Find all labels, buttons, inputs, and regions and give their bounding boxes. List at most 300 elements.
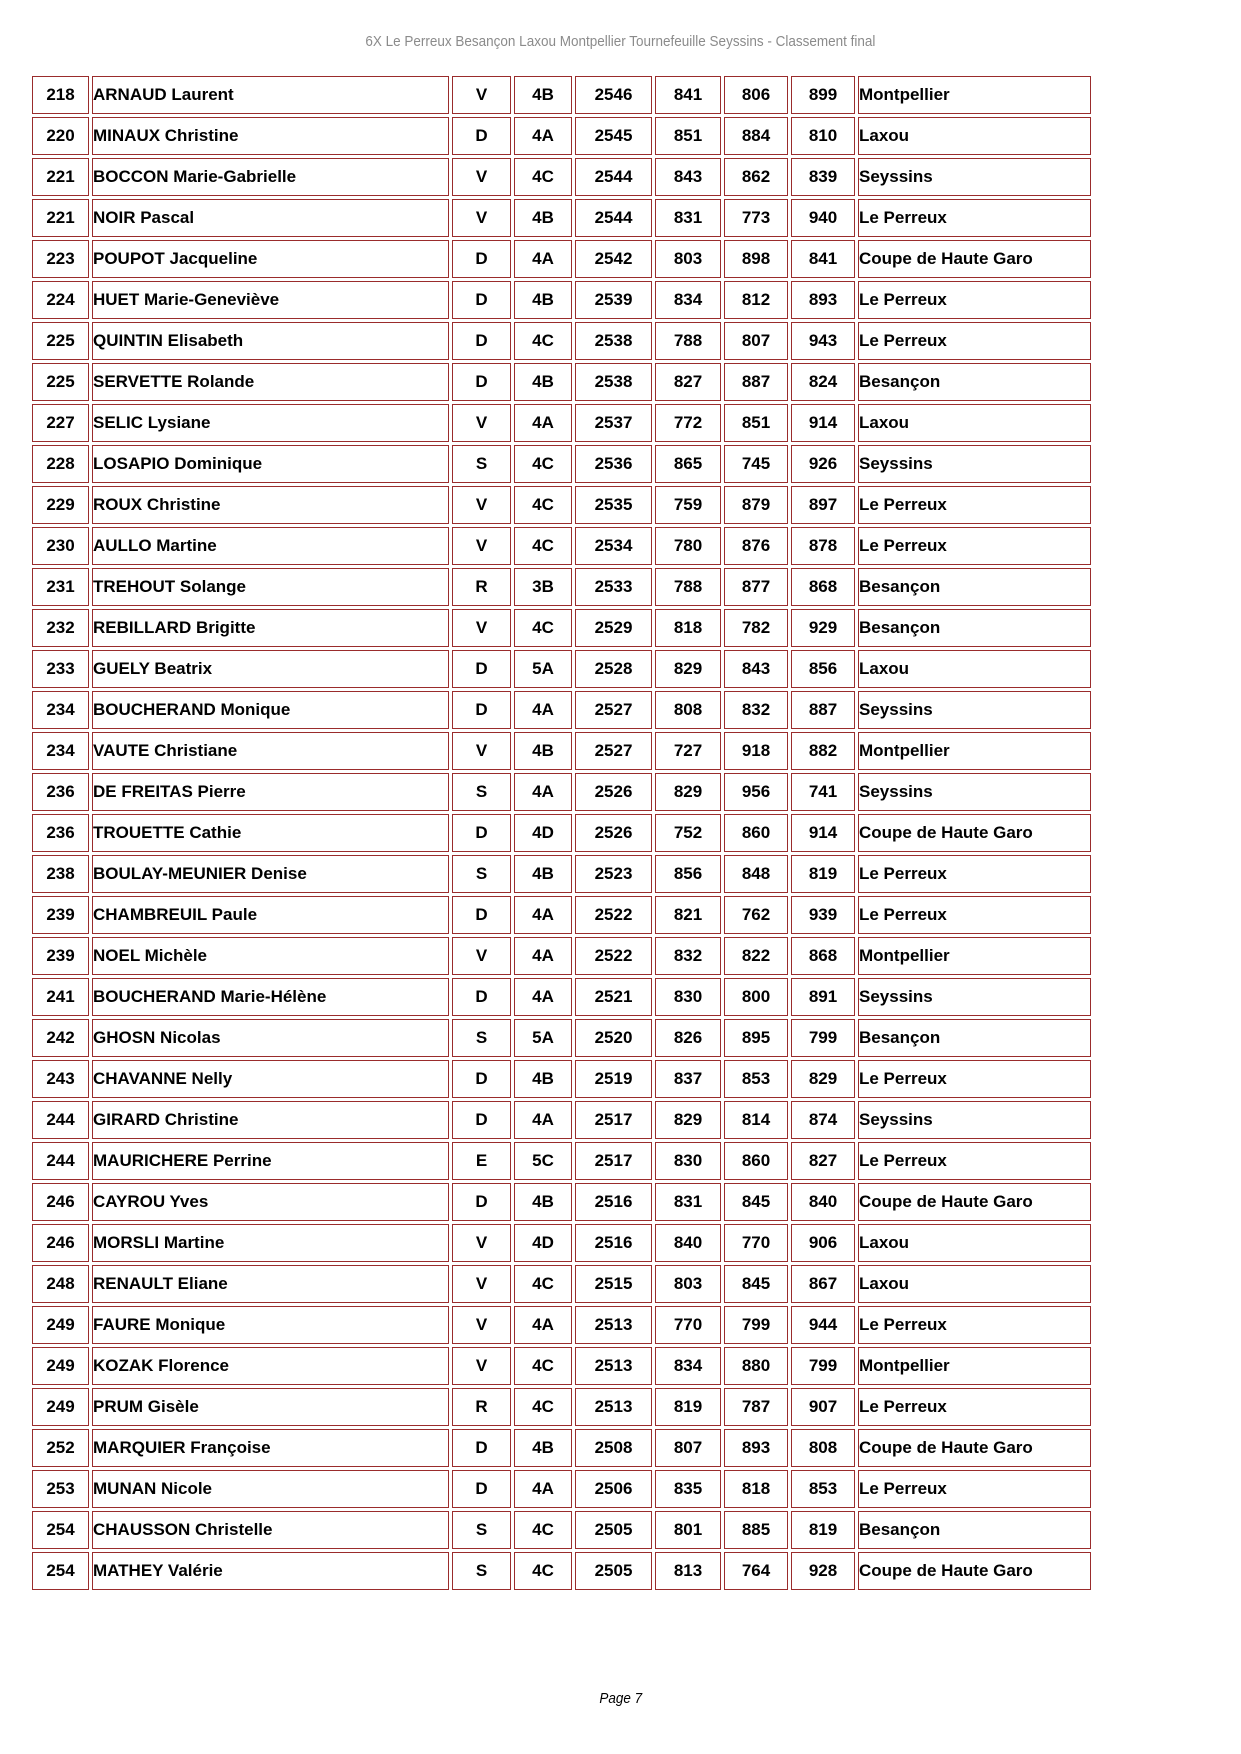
cell-score3: 868 [791,937,855,975]
cell-name: CAYROU Yves [92,1183,449,1221]
table-row [32,855,1091,893]
cell-score2: 770 [724,1224,788,1262]
cell-total: 2526 [575,773,652,811]
cell-score3: 940 [791,199,855,237]
cell-club: Laxou [858,404,1091,442]
cell-score1: 834 [655,281,721,319]
cell-total: 2528 [575,650,652,688]
cell-rank: 253 [32,1470,89,1508]
cell-score2: 787 [724,1388,788,1426]
cell-rank: 249 [32,1306,89,1344]
cell-total: 2513 [575,1388,652,1426]
cell-rank: 238 [32,855,89,893]
table-row [32,445,1091,483]
cell-name: FAURE Monique [92,1306,449,1344]
cell-score3: 827 [791,1142,855,1180]
table-row [32,1552,1091,1590]
cell-category: V [452,158,511,196]
cell-rank: 225 [32,322,89,360]
cell-club: Le Perreux [858,1306,1091,1344]
cell-total: 2506 [575,1470,652,1508]
cell-name: GUELY Beatrix [92,650,449,688]
cell-score2: 799 [724,1306,788,1344]
cell-score1: 830 [655,1142,721,1180]
cell-score2: 773 [724,199,788,237]
cell-category: D [452,117,511,155]
cell-series: 4C [514,322,572,360]
cell-score2: 884 [724,117,788,155]
cell-score1: 788 [655,568,721,606]
cell-club: Besançon [858,1511,1091,1549]
cell-rank: 223 [32,240,89,278]
cell-name: MATHEY Valérie [92,1552,449,1590]
cell-name: PRUM Gisèle [92,1388,449,1426]
cell-series: 5A [514,650,572,688]
table-row [32,732,1091,770]
cell-category: S [452,445,511,483]
cell-club: Le Perreux [858,1470,1091,1508]
cell-category: D [452,896,511,934]
cell-score1: 759 [655,486,721,524]
cell-name: KOZAK Florence [92,1347,449,1385]
cell-club: Le Perreux [858,855,1091,893]
cell-series: 3B [514,568,572,606]
cell-name: AULLO Martine [92,527,449,565]
cell-club: Seyssins [858,691,1091,729]
cell-score2: 762 [724,896,788,934]
cell-series: 4A [514,937,572,975]
cell-series: 4D [514,1224,572,1262]
cell-name: POUPOT Jacqueline [92,240,449,278]
cell-total: 2546 [575,76,652,114]
cell-club: Seyssins [858,1101,1091,1139]
cell-score2: 853 [724,1060,788,1098]
cell-club: Laxou [858,1265,1091,1303]
cell-name: HUET Marie-Geneviève [92,281,449,319]
cell-series: 4B [514,1183,572,1221]
cell-score1: 727 [655,732,721,770]
cell-score2: 879 [724,486,788,524]
cell-score2: 862 [724,158,788,196]
cell-total: 2522 [575,896,652,934]
cell-score3: 867 [791,1265,855,1303]
cell-total: 2517 [575,1101,652,1139]
table-row [32,1019,1091,1057]
cell-rank: 227 [32,404,89,442]
cell-name: ARNAUD Laurent [92,76,449,114]
cell-score2: 822 [724,937,788,975]
cell-score2: 845 [724,1265,788,1303]
table-row [32,486,1091,524]
cell-total: 2526 [575,814,652,852]
cell-series: 4C [514,1265,572,1303]
cell-score1: 830 [655,978,721,1016]
table-row [32,1265,1091,1303]
cell-name: MUNAN Nicole [92,1470,449,1508]
cell-series: 4A [514,240,572,278]
page-number: Page 7 [599,1690,642,1707]
cell-club: Besançon [858,568,1091,606]
cell-name: SERVETTE Rolande [92,363,449,401]
cell-category: S [452,1511,511,1549]
table-row [32,117,1091,155]
cell-score3: 887 [791,691,855,729]
table-row [32,158,1091,196]
cell-score1: 851 [655,117,721,155]
cell-score1: 835 [655,1470,721,1508]
cell-series: 4C [514,486,572,524]
cell-name: LOSAPIO Dominique [92,445,449,483]
cell-total: 2544 [575,199,652,237]
cell-category: S [452,773,511,811]
cell-score1: 827 [655,363,721,401]
cell-total: 2533 [575,568,652,606]
cell-name: TREHOUT Solange [92,568,449,606]
cell-series: 4A [514,896,572,934]
cell-name: VAUTE Christiane [92,732,449,770]
table-row [32,814,1091,852]
cell-total: 2522 [575,937,652,975]
cell-total: 2505 [575,1511,652,1549]
cell-score1: 819 [655,1388,721,1426]
table-row [32,1470,1091,1508]
cell-name: NOEL Michèle [92,937,449,975]
cell-score1: 841 [655,76,721,114]
cell-category: D [452,650,511,688]
cell-series: 4A [514,404,572,442]
cell-score2: 877 [724,568,788,606]
cell-score3: 914 [791,814,855,852]
cell-rank: 221 [32,158,89,196]
table-row [32,773,1091,811]
table-row [32,937,1091,975]
cell-club: Le Perreux [858,486,1091,524]
cell-rank: 242 [32,1019,89,1057]
cell-category: V [452,609,511,647]
cell-total: 2505 [575,1552,652,1590]
cell-score1: 780 [655,527,721,565]
cell-score1: 752 [655,814,721,852]
ranking-table [29,73,1094,1593]
cell-club: Montpellier [858,937,1091,975]
cell-series: 4A [514,117,572,155]
cell-name: TROUETTE Cathie [92,814,449,852]
table-row [32,1101,1091,1139]
cell-category: S [452,855,511,893]
cell-score3: 799 [791,1347,855,1385]
table-row [32,199,1091,237]
cell-total: 2537 [575,404,652,442]
table-row [32,76,1091,114]
table-row [32,691,1091,729]
cell-score3: 906 [791,1224,855,1262]
cell-total: 2544 [575,158,652,196]
cell-series: 4A [514,1306,572,1344]
cell-score3: 939 [791,896,855,934]
cell-rank: 243 [32,1060,89,1098]
cell-score2: 848 [724,855,788,893]
cell-score1: 803 [655,240,721,278]
cell-total: 2527 [575,732,652,770]
cell-total: 2521 [575,978,652,1016]
cell-category: D [452,1101,511,1139]
cell-club: Laxou [858,117,1091,155]
table-row [32,978,1091,1016]
cell-score1: 840 [655,1224,721,1262]
cell-category: D [452,814,511,852]
cell-score2: 814 [724,1101,788,1139]
cell-club: Le Perreux [858,896,1091,934]
cell-rank: 246 [32,1183,89,1221]
table-row [32,896,1091,934]
cell-name: ROUX Christine [92,486,449,524]
cell-score1: 818 [655,609,721,647]
cell-club: Montpellier [858,732,1091,770]
cell-score1: 807 [655,1429,721,1467]
cell-rank: 246 [32,1224,89,1262]
cell-name: MAURICHERE Perrine [92,1142,449,1180]
cell-club: Coupe de Haute Garo [858,1552,1091,1590]
cell-score2: 918 [724,732,788,770]
cell-total: 2538 [575,322,652,360]
cell-score1: 856 [655,855,721,893]
cell-category: D [452,691,511,729]
cell-score3: 944 [791,1306,855,1344]
cell-name: CHAUSSON Christelle [92,1511,449,1549]
cell-score2: 845 [724,1183,788,1221]
cell-category: S [452,1019,511,1057]
cell-rank: 244 [32,1142,89,1180]
cell-score2: 843 [724,650,788,688]
cell-club: Besançon [858,1019,1091,1057]
cell-club: Laxou [858,650,1091,688]
cell-score1: 770 [655,1306,721,1344]
cell-club: Seyssins [858,445,1091,483]
cell-score3: 799 [791,1019,855,1057]
table-row [32,609,1091,647]
cell-rank: 221 [32,199,89,237]
cell-rank: 236 [32,814,89,852]
cell-score1: 801 [655,1511,721,1549]
cell-rank: 228 [32,445,89,483]
table-row [32,322,1091,360]
cell-total: 2534 [575,527,652,565]
cell-club: Le Perreux [858,1388,1091,1426]
table-row [32,1306,1091,1344]
cell-name: GIRARD Christine [92,1101,449,1139]
cell-score2: 764 [724,1552,788,1590]
cell-score3: 874 [791,1101,855,1139]
cell-rank: 233 [32,650,89,688]
cell-name: BOUCHERAND Monique [92,691,449,729]
cell-name: BOULAY-MEUNIER Denise [92,855,449,893]
cell-name: RENAULT Eliane [92,1265,449,1303]
cell-series: 4C [514,158,572,196]
table-row [32,363,1091,401]
cell-club: Coupe de Haute Garo [858,814,1091,852]
cell-category: V [452,76,511,114]
cell-score3: 899 [791,76,855,114]
cell-total: 2516 [575,1183,652,1221]
cell-club: Montpellier [858,1347,1091,1385]
cell-category: V [452,937,511,975]
cell-series: 4C [514,527,572,565]
cell-score1: 821 [655,896,721,934]
table-row [32,1388,1091,1426]
cell-rank: 234 [32,732,89,770]
table-row [32,527,1091,565]
cell-score2: 885 [724,1511,788,1549]
cell-score1: 803 [655,1265,721,1303]
cell-score1: 788 [655,322,721,360]
cell-category: D [452,1183,511,1221]
cell-category: V [452,199,511,237]
cell-score3: 840 [791,1183,855,1221]
cell-series: 4B [514,281,572,319]
cell-total: 2545 [575,117,652,155]
cell-rank: 234 [32,691,89,729]
cell-score1: 829 [655,1101,721,1139]
cell-score3: 929 [791,609,855,647]
cell-rank: 231 [32,568,89,606]
table-row [32,404,1091,442]
cell-score2: 806 [724,76,788,114]
cell-series: 5C [514,1142,572,1180]
cell-score3: 810 [791,117,855,155]
table-row [32,650,1091,688]
cell-club: Le Perreux [858,527,1091,565]
cell-club: Le Perreux [858,1060,1091,1098]
page-title [0,33,1241,50]
cell-total: 2523 [575,855,652,893]
cell-score2: 851 [724,404,788,442]
cell-name: QUINTIN Elisabeth [92,322,449,360]
cell-category: D [452,1470,511,1508]
cell-name: REBILLARD Brigitte [92,609,449,647]
cell-club: Coupe de Haute Garo [858,1183,1091,1221]
cell-total: 2516 [575,1224,652,1262]
cell-score1: 829 [655,773,721,811]
cell-score3: 868 [791,568,855,606]
cell-series: 4C [514,1347,572,1385]
cell-name: CHAMBREUIL Paule [92,896,449,934]
cell-score3: 829 [791,1060,855,1098]
cell-total: 2538 [575,363,652,401]
cell-score1: 772 [655,404,721,442]
cell-total: 2515 [575,1265,652,1303]
table-row [32,1183,1091,1221]
cell-name: BOUCHERAND Marie-Hélène [92,978,449,1016]
cell-name: CHAVANNE Nelly [92,1060,449,1098]
table-row [32,568,1091,606]
cell-club: Le Perreux [858,281,1091,319]
cell-category: D [452,281,511,319]
cell-club: Seyssins [858,773,1091,811]
cell-category: R [452,568,511,606]
cell-score1: 826 [655,1019,721,1057]
cell-rank: 239 [32,896,89,934]
cell-series: 4B [514,1060,572,1098]
cell-series: 4B [514,732,572,770]
cell-name: DE FREITAS Pierre [92,773,449,811]
cell-rank: 220 [32,117,89,155]
cell-club: Le Perreux [858,199,1091,237]
table-row [32,281,1091,319]
cell-series: 4C [514,1552,572,1590]
cell-total: 2539 [575,281,652,319]
page-footer [0,1690,1241,1707]
cell-club: Le Perreux [858,322,1091,360]
cell-rank: 239 [32,937,89,975]
table-row [32,240,1091,278]
cell-category: D [452,363,511,401]
cell-series: 4D [514,814,572,852]
table-row [32,1347,1091,1385]
cell-category: S [452,1552,511,1590]
table-row [32,1429,1091,1467]
cell-series: 4B [514,855,572,893]
cell-total: 2536 [575,445,652,483]
cell-total: 2542 [575,240,652,278]
cell-category: V [452,732,511,770]
cell-category: D [452,240,511,278]
cell-score3: 907 [791,1388,855,1426]
cell-name: SELIC Lysiane [92,404,449,442]
cell-category: D [452,978,511,1016]
cell-category: V [452,1306,511,1344]
cell-category: V [452,527,511,565]
cell-score3: 841 [791,240,855,278]
cell-category: V [452,404,511,442]
cell-club: Montpellier [858,76,1091,114]
cell-score2: 807 [724,322,788,360]
cell-rank: 252 [32,1429,89,1467]
cell-score2: 898 [724,240,788,278]
cell-name: MORSLI Martine [92,1224,449,1262]
cell-score3: 856 [791,650,855,688]
cell-rank: 225 [32,363,89,401]
cell-rank: 241 [32,978,89,1016]
cell-score2: 832 [724,691,788,729]
cell-score2: 880 [724,1347,788,1385]
cell-series: 4C [514,1388,572,1426]
cell-total: 2517 [575,1142,652,1180]
cell-total: 2529 [575,609,652,647]
table-row [32,1224,1091,1262]
cell-score3: 926 [791,445,855,483]
table-row [32,1511,1091,1549]
cell-score3: 893 [791,281,855,319]
cell-rank: 249 [32,1388,89,1426]
ranking-table-body [32,76,1091,1590]
cell-score3: 839 [791,158,855,196]
cell-score2: 782 [724,609,788,647]
page-title-text: 6X Le Perreux Besançon Laxou Montpellier Tournefeuille Seyssins - Classement final [365,33,876,50]
cell-series: 4B [514,363,572,401]
cell-score1: 865 [655,445,721,483]
cell-score2: 800 [724,978,788,1016]
cell-category: V [452,1347,511,1385]
cell-score1: 837 [655,1060,721,1098]
cell-score1: 831 [655,1183,721,1221]
cell-series: 4C [514,609,572,647]
cell-series: 4A [514,773,572,811]
cell-score2: 893 [724,1429,788,1467]
cell-score1: 831 [655,199,721,237]
cell-total: 2520 [575,1019,652,1057]
cell-category: E [452,1142,511,1180]
cell-rank: 244 [32,1101,89,1139]
